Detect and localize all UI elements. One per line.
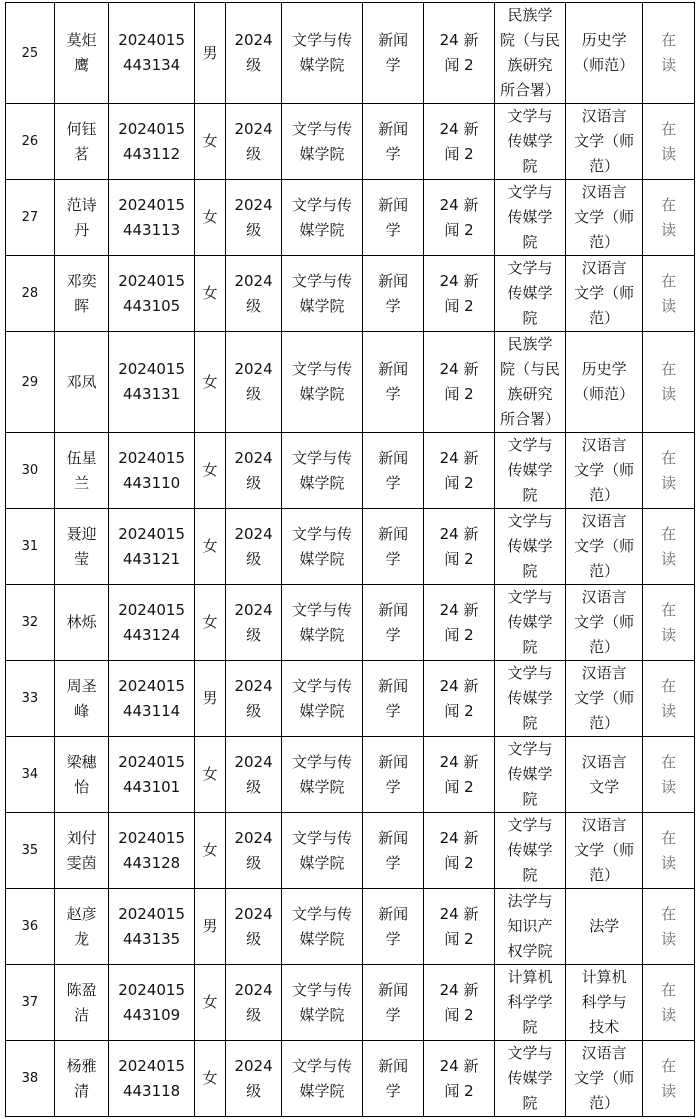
status-cell: 在 读: [643, 433, 695, 509]
status-cell: 在 读: [643, 3, 695, 104]
gender-cell: 女: [194, 813, 225, 889]
gender-cell: 女: [194, 965, 225, 1041]
target-college-cell: 文学与 传媒学 院: [495, 104, 566, 180]
row-number-cell: 30: [6, 433, 55, 509]
row-number-cell: 29: [6, 332, 55, 433]
status-cell: 在 读: [643, 737, 695, 813]
class-cell: 24 新 闻 2: [424, 1041, 495, 1117]
college-cell: 文学与传 媒学院: [281, 1041, 362, 1117]
row-number-cell: 33: [6, 661, 55, 737]
table-body: [6, 3, 695, 1117]
student-name-cell: 邓凤: [54, 332, 109, 433]
table-row: [6, 1041, 695, 1117]
status-cell: 在 读: [643, 332, 695, 433]
target-college-cell: 文学与 传媒学 院: [495, 509, 566, 585]
student-id-cell: 2024015 443110: [109, 433, 194, 509]
student-id-cell: 2024015 443118: [109, 1041, 194, 1117]
gender-cell: 女: [194, 433, 225, 509]
class-cell: 24 新 闻 2: [424, 104, 495, 180]
table-row: [6, 509, 695, 585]
student-name-cell: 莫炬 鹰: [54, 3, 109, 104]
status-cell: 在 读: [643, 1041, 695, 1117]
target-major-cell: 计算机 科学与 技术: [566, 965, 643, 1041]
student-name-cell: 赵彦 龙: [54, 889, 109, 965]
target-major-cell: 汉语言 文学（师 范）: [566, 256, 643, 332]
target-major-cell: 汉语言 文学（师 范）: [566, 433, 643, 509]
status-cell: 在 读: [643, 813, 695, 889]
target-college-cell: 民族学 院（与民 族研究 所合署）: [495, 332, 566, 433]
grade-cell: 2024 级: [226, 332, 282, 433]
gender-cell: 女: [194, 1041, 225, 1117]
student-name-cell: 范诗 丹: [54, 180, 109, 256]
college-cell: 文学与传 媒学院: [281, 585, 362, 661]
table-row: [6, 332, 695, 433]
table-row: [6, 3, 695, 104]
target-college-cell: 文学与 传媒学 院: [495, 585, 566, 661]
major-cell: 新闻 学: [363, 585, 424, 661]
table-row: [6, 256, 695, 332]
major-cell: 新闻 学: [363, 813, 424, 889]
student-id-cell: 2024015 443113: [109, 180, 194, 256]
student-id-cell: 2024015 443112: [109, 104, 194, 180]
gender-cell: 女: [194, 180, 225, 256]
college-cell: 文学与传 媒学院: [281, 737, 362, 813]
major-cell: 新闻 学: [363, 661, 424, 737]
row-number-cell: 34: [6, 737, 55, 813]
status-cell: 在 读: [643, 256, 695, 332]
grade-cell: 2024 级: [226, 965, 282, 1041]
table-row: [6, 180, 695, 256]
target-college-cell: 文学与 传媒学 院: [495, 661, 566, 737]
class-cell: 24 新 闻 2: [424, 180, 495, 256]
student-name-cell: 杨雅 清: [54, 1041, 109, 1117]
target-major-cell: 汉语言 文学（师 范）: [566, 813, 643, 889]
college-cell: 文学与传 媒学院: [281, 332, 362, 433]
target-college-cell: 文学与 传媒学 院: [495, 737, 566, 813]
student-id-cell: 2024015 443114: [109, 661, 194, 737]
college-cell: 文学与传 媒学院: [281, 180, 362, 256]
target-major-cell: 汉语言 文学: [566, 737, 643, 813]
student-id-cell: 2024015 443128: [109, 813, 194, 889]
grade-cell: 2024 级: [226, 433, 282, 509]
target-major-cell: 汉语言 文学（师 范）: [566, 180, 643, 256]
gender-cell: 男: [194, 3, 225, 104]
grade-cell: 2024 级: [226, 737, 282, 813]
student-name-cell: 陈盈 洁: [54, 965, 109, 1041]
major-cell: 新闻 学: [363, 256, 424, 332]
target-college-cell: 文学与 传媒学 院: [495, 1041, 566, 1117]
college-cell: 文学与传 媒学院: [281, 256, 362, 332]
college-cell: 文学与传 媒学院: [281, 965, 362, 1041]
target-major-cell: 法学: [566, 889, 643, 965]
row-number-cell: 37: [6, 965, 55, 1041]
student-name-cell: 伍星 兰: [54, 433, 109, 509]
target-college-cell: 法学与 知识产 权学院: [495, 889, 566, 965]
status-cell: 在 读: [643, 661, 695, 737]
class-cell: 24 新 闻 2: [424, 813, 495, 889]
gender-cell: 女: [194, 585, 225, 661]
class-cell: 24 新 闻 2: [424, 332, 495, 433]
target-college-cell: 文学与 传媒学 院: [495, 256, 566, 332]
college-cell: 文学与传 媒学院: [281, 889, 362, 965]
table-row: [6, 813, 695, 889]
class-cell: 24 新 闻 2: [424, 256, 495, 332]
target-major-cell: 历史学 （师范）: [566, 332, 643, 433]
student-id-cell: 2024015 443101: [109, 737, 194, 813]
student-id-cell: 2024015 443124: [109, 585, 194, 661]
grade-cell: 2024 级: [226, 585, 282, 661]
grade-cell: 2024 级: [226, 104, 282, 180]
target-college-cell: 文学与 传媒学 院: [495, 813, 566, 889]
major-cell: 新闻 学: [363, 433, 424, 509]
major-cell: 新闻 学: [363, 104, 424, 180]
gender-cell: 女: [194, 737, 225, 813]
target-major-cell: 汉语言 文学（师 范）: [566, 585, 643, 661]
table-row: [6, 433, 695, 509]
grade-cell: 2024 级: [226, 889, 282, 965]
row-number-cell: 27: [6, 180, 55, 256]
grade-cell: 2024 级: [226, 813, 282, 889]
student-id-cell: 2024015 443131: [109, 332, 194, 433]
grade-cell: 2024 级: [226, 509, 282, 585]
status-cell: 在 读: [643, 104, 695, 180]
major-cell: 新闻 学: [363, 509, 424, 585]
row-number-cell: 38: [6, 1041, 55, 1117]
target-major-cell: 汉语言 文学（师 范）: [566, 104, 643, 180]
college-cell: 文学与传 媒学院: [281, 813, 362, 889]
major-cell: 新闻 学: [363, 1041, 424, 1117]
table-row: [6, 661, 695, 737]
student-id-cell: 2024015 443121: [109, 509, 194, 585]
gender-cell: 男: [194, 889, 225, 965]
grade-cell: 2024 级: [226, 661, 282, 737]
target-college-cell: 文学与 传媒学 院: [495, 180, 566, 256]
target-college-cell: 民族学 院（与民 族研究 所合署）: [495, 3, 566, 104]
status-cell: 在 读: [643, 585, 695, 661]
college-cell: 文学与传 媒学院: [281, 433, 362, 509]
target-major-cell: 汉语言 文学（师 范）: [566, 509, 643, 585]
status-cell: 在 读: [643, 965, 695, 1041]
row-number-cell: 31: [6, 509, 55, 585]
grade-cell: 2024 级: [226, 256, 282, 332]
grade-cell: 2024 级: [226, 1041, 282, 1117]
row-number-cell: 36: [6, 889, 55, 965]
student-name-cell: 聂迎 莹: [54, 509, 109, 585]
major-cell: 新闻 学: [363, 3, 424, 104]
class-cell: 24 新 闻 2: [424, 889, 495, 965]
status-cell: 在 读: [643, 889, 695, 965]
gender-cell: 女: [194, 104, 225, 180]
table-row: [6, 104, 695, 180]
target-major-cell: 汉语言 文学（师 范）: [566, 1041, 643, 1117]
transfer-student-table: [5, 2, 695, 1117]
student-id-cell: 2024015 443109: [109, 965, 194, 1041]
college-cell: 文学与传 媒学院: [281, 661, 362, 737]
row-number-cell: 32: [6, 585, 55, 661]
gender-cell: 女: [194, 332, 225, 433]
student-id-cell: 2024015 443105: [109, 256, 194, 332]
table-row: [6, 965, 695, 1041]
major-cell: 新闻 学: [363, 889, 424, 965]
class-cell: 24 新 闻 2: [424, 965, 495, 1041]
college-cell: 文学与传 媒学院: [281, 509, 362, 585]
grade-cell: 2024 级: [226, 3, 282, 104]
student-id-cell: 2024015 443134: [109, 3, 194, 104]
major-cell: 新闻 学: [363, 737, 424, 813]
college-cell: 文学与传 媒学院: [281, 3, 362, 104]
major-cell: 新闻 学: [363, 180, 424, 256]
row-number-cell: 28: [6, 256, 55, 332]
gender-cell: 女: [194, 509, 225, 585]
student-name-cell: 邓奕 晖: [54, 256, 109, 332]
class-cell: 24 新 闻 2: [424, 661, 495, 737]
student-name-cell: 林烁: [54, 585, 109, 661]
class-cell: 24 新 闻 2: [424, 3, 495, 104]
major-cell: 新闻 学: [363, 332, 424, 433]
target-college-cell: 文学与 传媒学 院: [495, 433, 566, 509]
class-cell: 24 新 闻 2: [424, 737, 495, 813]
college-cell: 文学与传 媒学院: [281, 104, 362, 180]
grade-cell: 2024 级: [226, 180, 282, 256]
table-row: [6, 889, 695, 965]
class-cell: 24 新 闻 2: [424, 509, 495, 585]
gender-cell: 男: [194, 661, 225, 737]
status-cell: 在 读: [643, 509, 695, 585]
target-major-cell: 历史学 （师范）: [566, 3, 643, 104]
table-row: [6, 737, 695, 813]
class-cell: 24 新 闻 2: [424, 585, 495, 661]
target-college-cell: 计算机 科学学 院: [495, 965, 566, 1041]
target-major-cell: 汉语言 文学（师 范）: [566, 661, 643, 737]
row-number-cell: 25: [6, 3, 55, 104]
class-cell: 24 新 闻 2: [424, 433, 495, 509]
table-row: [6, 585, 695, 661]
row-number-cell: 26: [6, 104, 55, 180]
gender-cell: 女: [194, 256, 225, 332]
row-number-cell: 35: [6, 813, 55, 889]
student-name-cell: 刘付 雯茵: [54, 813, 109, 889]
student-name-cell: 梁穗 怡: [54, 737, 109, 813]
student-name-cell: 周圣 峰: [54, 661, 109, 737]
student-id-cell: 2024015 443135: [109, 889, 194, 965]
student-name-cell: 何钰 茗: [54, 104, 109, 180]
major-cell: 新闻 学: [363, 965, 424, 1041]
status-cell: 在 读: [643, 180, 695, 256]
